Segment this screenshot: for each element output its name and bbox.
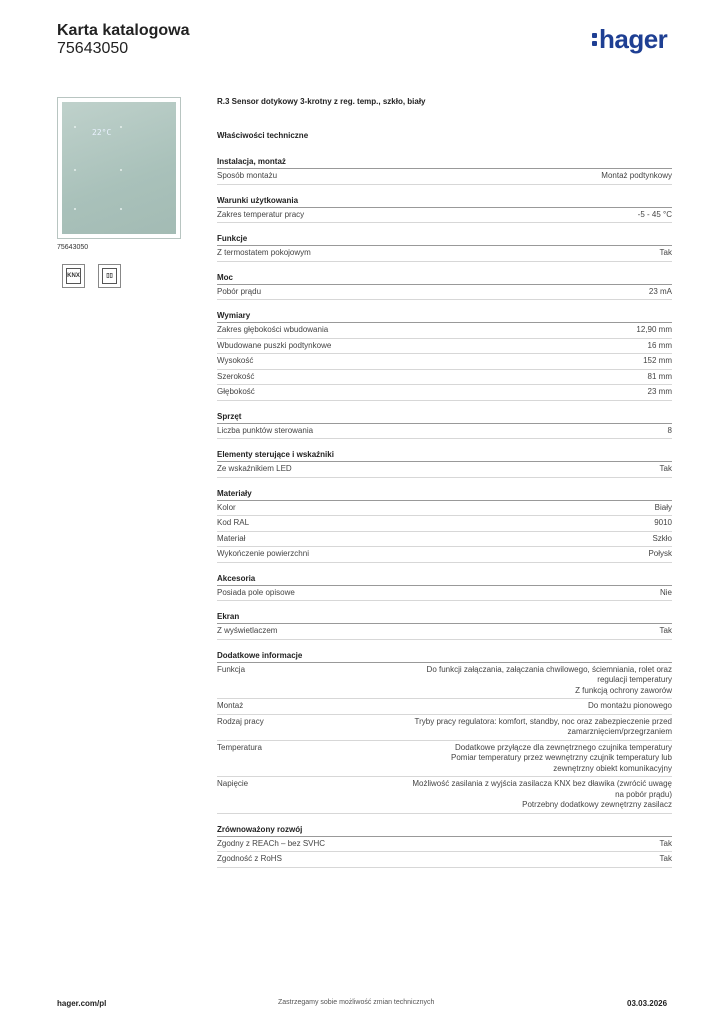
spec-group-title: Funkcje bbox=[217, 233, 672, 246]
spec-row bbox=[217, 777, 672, 814]
spec-group-title: Dodatkowe informacje bbox=[217, 650, 672, 663]
spec-group bbox=[217, 824, 672, 868]
spec-group bbox=[217, 573, 672, 602]
spec-group-title: Akcesoria bbox=[217, 573, 672, 586]
spec-value-line: 81 mm bbox=[647, 371, 672, 381]
spec-label: Zgodny z REACh – bez SVHC bbox=[217, 838, 326, 848]
spec-value-line: 8 bbox=[667, 425, 672, 435]
spec-value-line: Pomiar temperatury przez wewnętrzny czujnik temperatury lub bbox=[451, 753, 672, 762]
spec-label: Posiada pole opisowe bbox=[217, 587, 295, 597]
spec-label: Kolor bbox=[217, 502, 236, 512]
spec-value-line: Tak bbox=[659, 838, 672, 848]
spec-label: Z wyświetlaczem bbox=[217, 626, 278, 635]
spec-value-line: 12,90 mm bbox=[636, 325, 672, 334]
spec-label: Funkcja bbox=[217, 664, 246, 674]
spec-label: Głębokość bbox=[217, 387, 255, 396]
spec-group bbox=[217, 310, 672, 401]
spec-group-title: Elementy sterujące i wskaźniki bbox=[217, 449, 672, 462]
spec-row bbox=[217, 385, 672, 401]
footer-date: 03.03.2026 bbox=[627, 999, 668, 1008]
spec-value bbox=[333, 426, 672, 437]
spec-value bbox=[269, 518, 672, 529]
spec-value-line: Tak bbox=[659, 248, 672, 257]
spec-group bbox=[217, 156, 672, 185]
spec-row bbox=[217, 586, 672, 602]
spec-value bbox=[273, 356, 672, 367]
spec-label: Napięcie bbox=[217, 779, 249, 788]
spec-value bbox=[331, 248, 672, 259]
spec-row bbox=[217, 663, 672, 700]
spec-label: Zakres temperatur pracy bbox=[217, 209, 305, 219]
spec-value bbox=[281, 287, 672, 298]
spec-row bbox=[217, 323, 672, 339]
spec-value-line: regulacji temperatury bbox=[597, 675, 672, 684]
spec-row bbox=[217, 699, 672, 715]
spec-row bbox=[217, 532, 672, 548]
spec-label: Kod RAL bbox=[217, 518, 250, 527]
footer-disclaimer: Zastrzegamy sobie możliwość zmian technicznych bbox=[278, 999, 435, 1006]
spec-value bbox=[297, 171, 672, 182]
spec-value-line: 9010 bbox=[654, 518, 672, 527]
spec-group bbox=[217, 272, 672, 301]
spec-value-line: Montaż podtynkowy bbox=[601, 171, 672, 180]
spec-label: Zgodność z RoHS bbox=[217, 854, 282, 863]
mounting-icon-label: ▯▯ bbox=[102, 268, 117, 284]
product-code: 75643050 bbox=[57, 40, 129, 57]
footer-website[interactable]: hager.com/pl bbox=[57, 999, 107, 1008]
mounting-icon bbox=[98, 264, 121, 288]
spec-value bbox=[265, 534, 672, 545]
spec-value bbox=[342, 717, 672, 738]
spec-row bbox=[217, 516, 672, 532]
spec-group bbox=[217, 233, 672, 262]
glass-panel bbox=[62, 102, 176, 234]
spec-row bbox=[217, 169, 672, 185]
spec-label: Wykończenie powierzchni bbox=[217, 549, 309, 558]
spec-row bbox=[217, 624, 672, 640]
hager-logo bbox=[592, 24, 667, 55]
spec-label: Materiał bbox=[217, 533, 246, 543]
spec-group bbox=[217, 488, 672, 563]
spec-row bbox=[217, 852, 672, 868]
spec-row bbox=[217, 285, 672, 301]
spec-value bbox=[297, 626, 672, 637]
spec-label: Wysokość bbox=[217, 356, 254, 365]
spec-value bbox=[342, 779, 672, 811]
spec-value-line: Z funkcją ochrony zaworów bbox=[575, 685, 672, 695]
spec-value bbox=[351, 341, 672, 352]
spec-value-line: Tak bbox=[659, 464, 672, 473]
spec-value-line: Tryby pracy regulatora: komfort, standby, noc oraz zabezpieczenie przed bbox=[414, 716, 672, 726]
spec-value bbox=[263, 701, 672, 712]
spec-value bbox=[342, 665, 672, 697]
spec-value bbox=[345, 839, 672, 850]
spec-value bbox=[315, 588, 672, 599]
spec-value-line: 23 mA bbox=[648, 286, 672, 296]
spec-value-line: Szkło bbox=[652, 533, 672, 543]
spec-value-line: Potrzebny dodatkowy zewnętrzny zasilacz bbox=[522, 800, 672, 809]
spec-value bbox=[256, 503, 672, 514]
spec-label: Sposób montażu bbox=[217, 171, 278, 180]
spec-value-line: Tak bbox=[659, 854, 672, 863]
page-title: Karta katalogowa bbox=[57, 22, 190, 39]
spec-value-line: -5 - 45 °C bbox=[637, 209, 672, 219]
spec-value-line: Nie bbox=[659, 587, 672, 597]
spec-row bbox=[217, 837, 672, 853]
spec-value bbox=[302, 854, 672, 865]
spec-group-title: Wymiary bbox=[217, 310, 672, 323]
spec-group bbox=[217, 195, 672, 224]
spec-label: Zakres głębokości wbudowania bbox=[217, 325, 329, 334]
spec-value-line: 23 mm bbox=[647, 387, 672, 396]
spec-group-title: Materiały bbox=[217, 488, 672, 501]
spec-value-line: 152 mm bbox=[643, 356, 672, 365]
spec-row bbox=[217, 547, 672, 563]
spec-value-line: Do funkcji załączania, załączania chwilowego, ściemniania, rolet oraz bbox=[426, 664, 672, 674]
spec-value bbox=[312, 464, 672, 475]
lcd-display: 22°C bbox=[92, 128, 112, 137]
spec-label: Wbudowane puszki podtynkowe bbox=[217, 340, 332, 350]
spec-value-line: Możliwość zasilania z wyjścia zasilacza KNX bez dławika (zwrócić uwagę bbox=[412, 779, 672, 788]
spec-label: Ze wskaźnikiem LED bbox=[217, 464, 292, 473]
spec-group bbox=[217, 611, 672, 640]
spec-value-line: Biały bbox=[654, 502, 672, 512]
product-image bbox=[57, 97, 181, 239]
spec-value-line: Dodatkowe przyłącze dla zewnętrznego czujnika temperatury bbox=[455, 742, 672, 752]
spec-label: Montaż bbox=[217, 701, 244, 710]
spec-row bbox=[217, 246, 672, 262]
spec-group-title: Sprzęt bbox=[217, 411, 672, 424]
spec-row bbox=[217, 501, 672, 517]
logo-dots-icon bbox=[592, 33, 598, 49]
spec-group-title: Instalacja, montaż bbox=[217, 156, 672, 169]
spec-value-line: Połysk bbox=[648, 549, 672, 558]
spec-group bbox=[217, 650, 672, 814]
spec-row bbox=[217, 715, 672, 741]
spec-value-line: zewnętrzny obiekt komunikacyjny bbox=[553, 763, 672, 773]
spec-value bbox=[329, 549, 672, 560]
spec-value bbox=[342, 743, 672, 775]
spec-label: Liczba punktów sterowania bbox=[217, 425, 314, 435]
spec-value-line: zamarznięciem/przegrzaniem bbox=[567, 727, 672, 736]
spec-group-title: Zrównoważony rozwój bbox=[217, 824, 672, 837]
spec-label: Szerokość bbox=[217, 371, 255, 381]
spec-row bbox=[217, 741, 672, 778]
spec-value-line: Tak bbox=[659, 626, 672, 635]
spec-row bbox=[217, 354, 672, 370]
spec-value bbox=[274, 372, 672, 383]
spec-table bbox=[217, 156, 672, 878]
spec-label: Pobór prądu bbox=[217, 286, 262, 296]
knx-icon bbox=[62, 264, 85, 288]
spec-label: Z termostatem pokojowym bbox=[217, 248, 311, 257]
spec-value bbox=[275, 387, 672, 398]
spec-row bbox=[217, 424, 672, 440]
spec-label: Rodzaj pracy bbox=[217, 716, 264, 726]
spec-group-title: Moc bbox=[217, 272, 672, 285]
image-caption: 75643050 bbox=[57, 244, 89, 251]
spec-row bbox=[217, 208, 672, 224]
spec-value-line: Do montażu pionowego bbox=[587, 701, 672, 710]
spec-group bbox=[217, 449, 672, 478]
spec-value bbox=[348, 325, 672, 336]
spec-value-line: 16 mm bbox=[647, 340, 672, 350]
section-title: Właściwości techniczne bbox=[217, 131, 309, 140]
spec-row bbox=[217, 339, 672, 355]
spec-value-line: na pobór prądu) bbox=[615, 789, 672, 799]
spec-group bbox=[217, 411, 672, 440]
spec-row bbox=[217, 462, 672, 478]
spec-value bbox=[324, 210, 672, 221]
spec-label: Temperatura bbox=[217, 742, 262, 752]
spec-group-title: Ekran bbox=[217, 611, 672, 624]
knx-icon-label: KNX bbox=[66, 268, 81, 284]
logo-text: hager bbox=[599, 24, 668, 54]
spec-group-title: Warunki użytkowania bbox=[217, 195, 672, 208]
spec-row bbox=[217, 370, 672, 386]
product-name: R.3 Sensor dotykowy 3-krotny z reg. temp., szkło, biały bbox=[217, 97, 426, 106]
